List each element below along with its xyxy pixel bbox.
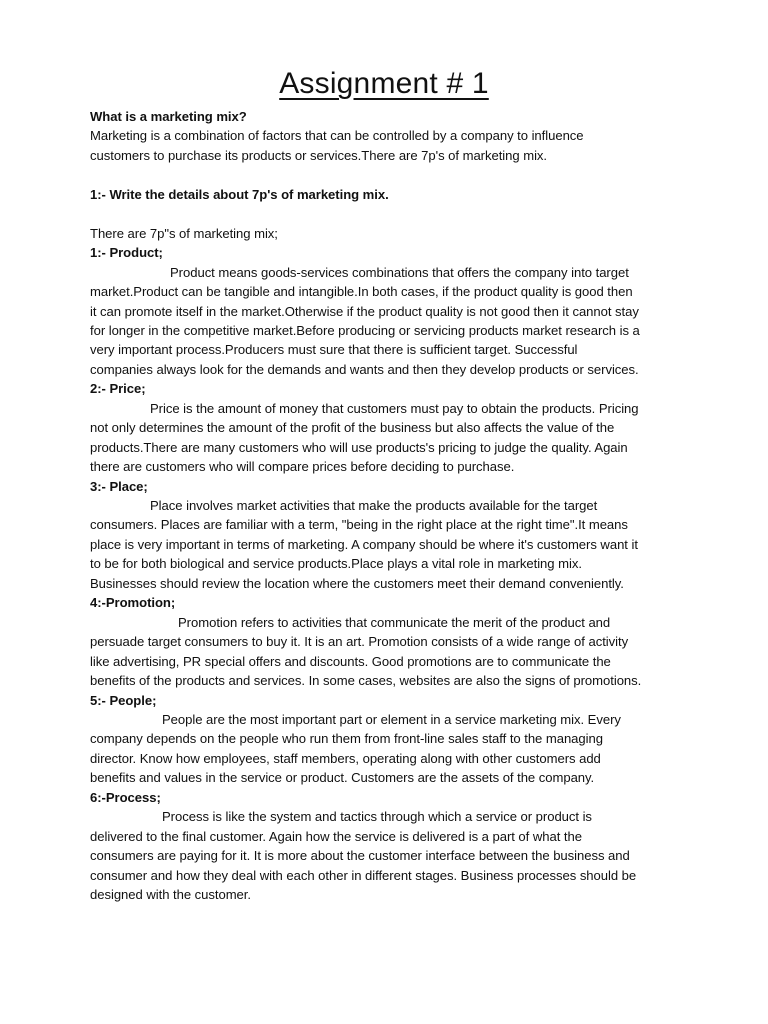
section-place [90,477,680,594]
spacer [90,165,680,184]
section-product [90,243,680,379]
document-body [90,107,680,905]
task-heading: 1:- Write the details about 7p's of marketing mix. [90,186,389,202]
section-line: Place involves market activities that make the products available for the target [150,498,598,514]
intro-line: Marketing is a combination of factors that can be controlled by a company to influence [90,128,584,144]
section-line: products.There are many customers who will use products's pricing to judge the quality. Again [90,439,628,455]
section-line: delivered to the final customer. Again how the service is delivered is a part of what the [90,828,582,844]
section-line: for longer in the competitive market.Before producing or servicing products market research is a [90,322,640,338]
section-line: Price is the amount of money that customers must pay to obtain the products. Pricing [150,400,639,416]
intro-question: What is a marketing mix? [90,109,247,124]
section-line: not only determines the amount of the profit of the business but also affects the value of the [90,420,615,436]
section-line: persuade target consumers to buy it. It is an art. Promotion consists of a wide range of activity [90,634,629,650]
section-line: company depends on the people who run them from front-line sales staff to the managing [90,731,603,747]
section-heading: 5:- People; [90,692,157,708]
section-line: to be for both biological and service products.Place plays a vital role in marketing mix. [90,556,582,572]
section-line: benefits of the products and services. In some cases, websites are also the signs of promotions. [90,673,642,689]
section-line: benefits and values in the service or product. Customers are the assets of the company. [90,770,595,786]
section-line: Process is like the system and tactics through which a service or product is [162,809,592,825]
section-line: consumers. Places are familiar with a term, "being in the right place at the right time".It means [90,517,628,533]
section-line: place is very important in terms of marketing. A company should be where it's customers want it [90,536,638,552]
section-line: like advertising, PR special offers and discounts. Good promotions are to communicate the [90,653,611,669]
section-line: consumers are paying for it. It is more about the customer interface between the business and [90,848,630,864]
document-title: Assignment # 1 [279,67,489,100]
section-people [90,691,680,788]
lead-in-text: There are 7p"s of marketing mix; [90,225,278,241]
section-line: market.Product can be tangible and intangible.In both cases, if the product quality is good then [90,284,633,300]
section-line: director. Know how employees, staff members, operating along with other customers add [90,750,601,766]
section-line: very important process.Producers must sure that there is sufficient target. Successful [90,342,578,358]
section-line: Product means goods-services combinations that offers the company into target [170,264,629,280]
section-heading: 6:-Process; [90,789,161,805]
section-line: there are customers who will compare prices before deciding to purchase. [90,459,515,475]
section-line: Promotion refers to activities that communicate the merit of the product and [178,614,611,630]
section-promotion [90,593,680,690]
section-line: People are the most important part or element in a service marketing mix. Every [162,712,621,728]
section-heading: 4:-Promotion; [90,595,176,611]
section-line: designed with the customer. [90,887,251,903]
section-line: it can promote itself in the market.Otherwise if the product quality is not good then it cannot stay [90,303,639,319]
section-process [90,788,680,905]
intro-paragraph [90,126,680,165]
section-heading: 2:- Price; [90,381,146,397]
section-heading: 1:- Product; [90,245,163,261]
section-line: consumer and how they deal with each other in different stages. Business processes should be [90,867,637,883]
intro-line: customers to purchase its products or services.There are 7p's of marketing mix. [90,147,548,163]
section-price [90,379,680,476]
spacer [90,204,680,223]
section-heading: 3:- Place; [90,478,148,494]
section-line: companies always look for the demands and wants and then they develop products or services. [90,361,639,377]
section-line: Businesses should review the location where the customers meet their demand conveniently. [90,575,624,591]
